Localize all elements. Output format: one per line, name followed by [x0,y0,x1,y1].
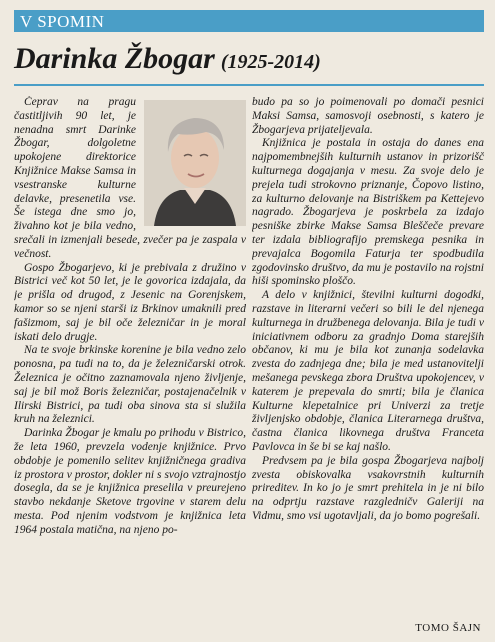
life-years: (1925-2014) [220,51,321,73]
person-name: Darinka Žbogar [14,42,215,75]
section-label: V SPOMIN [20,12,105,31]
paragraph: A delo v knjižnici, številni kulturni dogodki, razstave in literarni večeri so bili le del njenega kulturnega in družbenega delovanja. Bila je tudi v iniciativnem odboru za gradnjo Doma starejših občanov, ki mu je bila kot zunanja sodelavka zvesta do zadnjega dne; bila je med ustanovitelji mešanega pevskega zbora Društva upokojencev, v katerem je prepevala do smrti; bila je članica Kulturne klepetalnice pri Univerzi za tretje življenjsko obdobje, članica Literarnega društva, častna članica likovnega društva Franceta Pavlovca in še bi se kaj našlo. [252,289,484,453]
right-column [252,96,484,634]
title-divider [14,84,484,86]
left-column [14,96,246,634]
paragraph: Na te svoje brkinske korenine je bila vedno zelo ponosna, pa tudi na to, da je železničarski otrok. Železnica je očitno zaznamovala njeno življenje, saj je bil mož Boris železničar, postajenačelnik v Ilirski Bistrici, pa tudi oba sinova sta si služila kruh na železnici. [14,344,246,426]
portrait-photo [144,100,246,226]
paragraph: budo pa so jo poimenovali po domači pesnici Maksi Samsa, samosvoji osebnosti, s katero je Žbogarjeva prijateljevala. [252,96,484,136]
paragraph: Gospo Žbogarjevo, ki je prebivala z družino v Bistrici več kot 50 let, je le govorica izdajala, da je prišla od drugod, z Jesenic na Gorenjskem, kamor so se njeni starši iz Brkinov umaknili pred fašizmom, saj je bil oče železničar in je moral iskati delo drugje. [14,261,246,343]
paragraph: Knjižnica je postala in ostaja do danes ena najpomembnejših kulturnih ustanov in prizorišč kulturnega dogajanja v mesu. Za svoje delo je prejela tudi strokovno priznanje, Čopovo listino, za kulturno delovanje na Bistriškem pa Kettejevo nagrado. Žbogarjeva je poskrbela za izdajo pesniške zbirke Makse Samsa Bleščeče prevare ter izdala bibliografijo premskega pesnika in prevajalca Bogomila Faturja ter spodbudila zgodovinsko društvo, da mu je postavilo na rojstni hiši spominsko ploščo. [252,137,484,288]
section-banner [14,10,484,32]
paragraph: Čeprav na pragu častitljivih 90 let, je nenadna smrt Darinke Žbogar, dolgoletne upokojene direktorice Knjižnice Makse Samsa in vsestranske kulturne delavke, presenetila vse. Še istega dne smo jo, živahno kot je bila vedno, srečali in izmenjali besede, zvečer pa je zaspala v večnost. [14,96,246,260]
paragraph: Predvsem pa je bila gospa Žbogarjeva najbolj zvesta obiskovalka vsakovrstnih kulturnih prireditev. In ko jo je smrt prehitela in je ni bilo na odprtju razstave razgledničv Galeriji na Vidmu, smo vsi ugotavljali, da jo bomo pogrešali. [252,454,484,522]
paragraph: Darinka Žbogar je kmalu po prihodu v Bistrico, že leta 1960, prevzela vodenje knjižnice. Prvo obdobje je pomenilo selitev knjižničnega gradiva iz prostora v prostor, dokler ni s svojo vztrajnostjo dosegla, da se je knjižnica preselila v preurejeno stavbo nekdanje Sketove trgovine v starem delu mesta. Pod njenim vodstvom je knjižnica leta 1964 postala matična, na njeno po- [14,427,246,536]
portrait-illustration [144,100,246,226]
obituary-title [14,42,484,78]
author-signature: TOMO ŠAJN [415,622,481,634]
